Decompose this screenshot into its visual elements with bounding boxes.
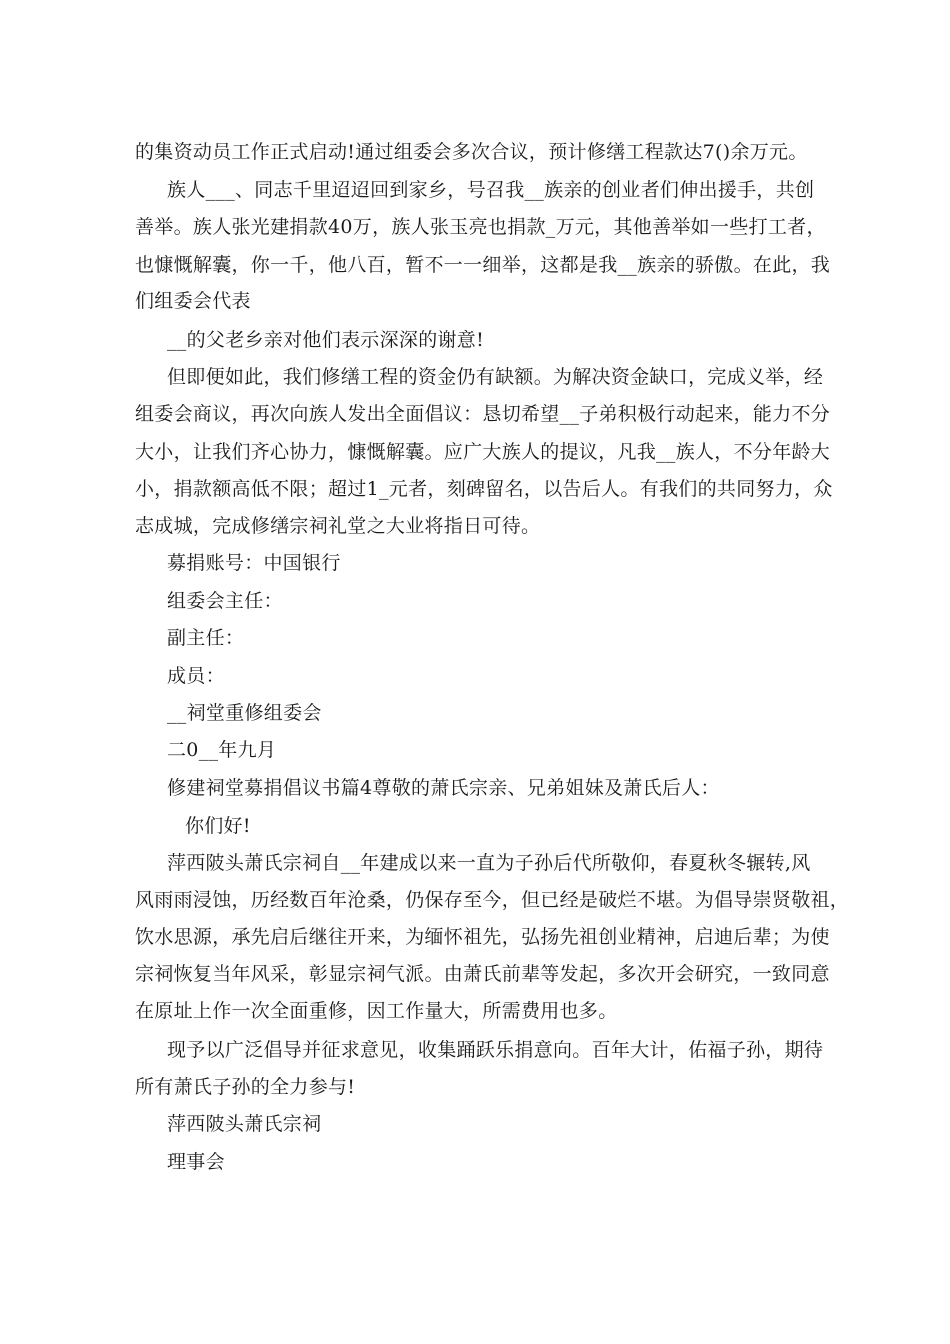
text-line: 风雨雨浸蚀，历经数百年沧桑，仍保存至今，但已经是破烂不堪。为倡导崇贤敬祖， [135, 889, 850, 911]
text-line: 小，捐款额高低不限；超过1_元者，刻碑留名，以告后人。有我们的共同努力，众 [135, 478, 833, 500]
text-line: 大小，让我们齐心协力，慷慨解囊。应广大族人的提议，凡我__族人，不分年龄大 [135, 441, 831, 463]
text-line: 现予以广泛倡导并征求意见，收集踊跃乐捐意向。百年大计，佑福子孙，期待 [167, 1039, 824, 1061]
text-line: 所有萧氏子孙的全力参与! [135, 1076, 356, 1098]
text-line: 你们好! [185, 815, 251, 837]
text-line: 志成城，完成修缮宗祠礼堂之大业将指日可待。 [135, 515, 541, 537]
text-line: 萍西陂头萧氏宗祠自__年建成以来一直为子孙后代所敬仰，春夏秋冬辗转,风 [167, 852, 811, 874]
text-line: 组委会商议，再次向族人发出全面倡议：恳切希望__子弟积极行动起来，能力不分 [135, 403, 831, 425]
text-line: 组委会主任： [167, 590, 283, 612]
text-line: 萍西陂头萧氏宗祠 [167, 1113, 322, 1135]
text-line: __祠堂重修组委会 [167, 702, 322, 724]
text-line: 宗祠恢复当年风采，彰显宗祠气派。由萧氏前辈等发起，多次开会研究，一致同意 [135, 963, 830, 985]
text-line: 副主任： [167, 627, 245, 649]
text-line: 成员： [167, 665, 225, 687]
text-line: 修建祠堂募捐倡议书篇4尊敬的萧氏宗亲、兄弟姐妹及萧氏后人： [167, 777, 720, 799]
text-line: 募捐账号：中国银行 [167, 552, 341, 574]
text-line: 善举。族人张光建捐款40万，族人张玉亮也捐款_万元，其他善举如一些打工者， [135, 216, 826, 238]
text-line: 们组委会代表 [135, 290, 251, 312]
text-line: 族人___、同志千里迢迢回到家乡，号召我__族亲的创业者们伸出援手，共创 [167, 179, 815, 201]
text-line: __的父老乡亲对他们表示深深的谢意! [167, 329, 485, 351]
text-line: 的集资动员工作正式启动!通过组委会多次合议，预计修缮工程款达7()余万元。 [135, 141, 808, 163]
text-line: 在原址上作一次全面重修，因工作量大，所需费用也多。 [135, 1000, 618, 1022]
text-line: 但即便如此，我们修缮工程的资金仍有缺额。为解决资金缺口，完成义举，经 [167, 366, 824, 388]
text-line: 也慷慨解囊，你一千，他八百，暂不一一细举，这都是我__族亲的骄傲。在此，我 [135, 254, 831, 276]
text-line: 二0__年九月 [167, 739, 277, 761]
text-line: 饮水思源，承先启后继往开来，为缅怀祖先，弘扬先祖创业精神，启迪后辈；为使 [135, 926, 830, 948]
text-line: 理事会 [167, 1151, 225, 1173]
